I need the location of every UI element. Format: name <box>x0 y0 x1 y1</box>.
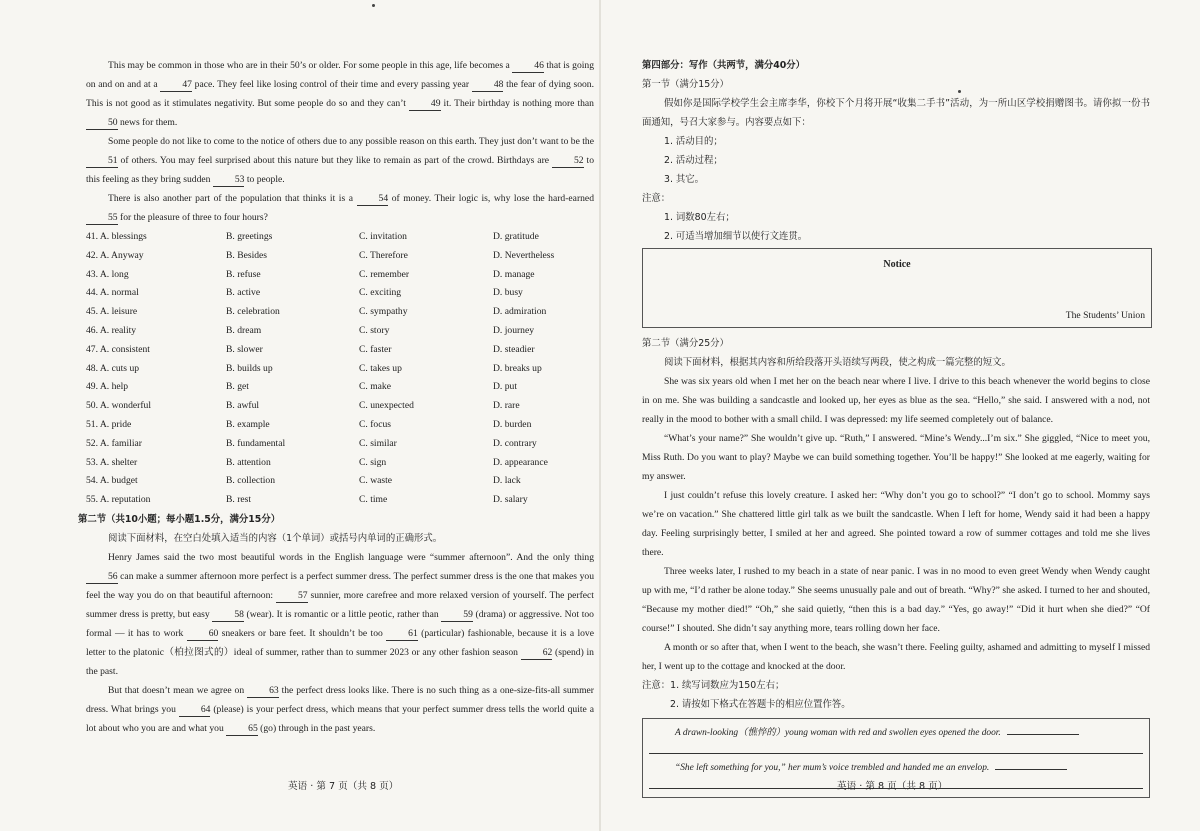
blank-47: 47 <box>160 79 192 92</box>
writing-line <box>1007 734 1079 735</box>
option: D. appearance <box>493 456 548 468</box>
option: 46. A. reality <box>86 324 137 336</box>
option: D. put <box>493 381 517 393</box>
text: (drama) or aggressive. Not too formal — it has to work <box>86 608 594 639</box>
option: C. focus <box>359 418 391 430</box>
part-title: 第四部分：写作（共两节，满分40分） <box>642 60 806 71</box>
option: B. active <box>226 287 261 299</box>
option: D. salary <box>493 494 528 506</box>
text: (go) through in the past years. <box>260 722 376 734</box>
blank-56: 56 <box>86 571 118 584</box>
blank-49: 49 <box>409 98 441 111</box>
option: B. rest <box>226 494 252 506</box>
option: C. story <box>359 324 390 336</box>
section-instruction: 阅读下面材料，在空白处填入适当的内容（1个单词）或括号内单词的正确形式。 <box>108 532 443 544</box>
option: D. steadier <box>493 343 535 355</box>
option: D. busy <box>493 287 523 299</box>
option-row <box>86 416 601 435</box>
option-row <box>86 491 601 510</box>
option: 48. A. cuts up <box>86 362 140 374</box>
option: D. lack <box>493 475 521 487</box>
option: C. faster <box>359 343 392 355</box>
option-row <box>86 378 601 397</box>
text: news for them. <box>120 117 178 128</box>
option-row <box>86 454 601 473</box>
option: D. Nevertheless <box>493 249 555 261</box>
passage-paragraph-1 <box>86 56 594 132</box>
option-row <box>86 360 601 379</box>
paragraph-2-opening <box>649 760 1143 776</box>
option-row <box>86 435 601 454</box>
note-item: 2. 请按如下格式在答题卡的相应位置作答。 <box>670 699 851 710</box>
blank-59: 59 <box>441 609 473 622</box>
passage-paragraph-2 <box>86 132 594 189</box>
option: 41. A. blessings <box>86 231 147 242</box>
story-paragraph: “What’s your name?” She wouldn’t give up. “Ruth,” I answered. “Mine’s Wendy...I’m six.” She giggled, “Nice to meet you, Miss Ruth. Do you want to play? Maybe we can build something together. You’ll be happy!” She looked at me eagerly, waiting for my answer. <box>642 433 1150 482</box>
option: B. attention <box>226 456 271 468</box>
text: sunnier, more carefree and more relaxed version of yourself. The perfect summer dress is pretty, but easy <box>86 589 594 620</box>
option: D. contrary <box>493 437 537 449</box>
option: D. gratitude <box>493 231 539 242</box>
blank-57: 57 <box>276 590 308 603</box>
text: (spend) in the past. <box>86 646 594 677</box>
blank-50: 50 <box>86 117 118 130</box>
blank-46: 46 <box>512 60 544 73</box>
text: (particular) fashionable, because it is a love letter to the platonic（柏拉图式的）ideal of summer, rather than to summer 2023 or any other fashion season <box>86 627 594 658</box>
story-paragraph: She was six years old when I met her on the beach near where I live. I drive to this beach whenever the world begins to close in on me. She was building a sandcastle and looked up, her eyes as blue as the sea. “Hello,” she said. I answered with a nod, not really in the mood to bother with a small child. I was depressed: my life seemed completely out of balance. <box>642 376 1150 425</box>
option: 43. A. long <box>86 268 129 280</box>
story-paragraph: Three weeks later, I rushed to my beach in a state of near panic. I was in no mood to even greet Wendy when Wendy caught up with me, “I’d rather be alone today.” She seems unusually pale and out of breath. “Why?” she asked. I turned to her and shouted, “Because my mother died!” “Oh,” she said quietly, “then this is a bad day.” “Yes, go away!” “Did it hurt when she died?” “Of course!” I shouted. She didn’t say anything more, tears rolling down her face. <box>642 566 1150 634</box>
note-item: 注意：1. 续写词数应为150左右； <box>642 680 785 691</box>
blank-62: 62 <box>521 647 553 660</box>
prompt-point: 3. 其它。 <box>664 174 705 185</box>
text: But that doesn’t mean we agree on <box>108 684 245 696</box>
text: of money. Their logic is, why lose the hard-earned <box>391 193 594 204</box>
text: Henry James said the two most beautiful words in the English language were “summer afternoon”. And the only thing <box>108 551 594 563</box>
note-item: 1. 词数80左右； <box>664 212 735 223</box>
passage-paragraph-3 <box>86 189 594 227</box>
story-paragraph: A month or so after that, when I went to the beach, she wasn’t there. Feeling guilty, ashamed and admitting to myself I missed her, I went up to the cottage and knocked at the door. <box>642 642 1150 672</box>
option: B. dream <box>226 324 262 336</box>
option: 55. A. reputation <box>86 494 151 506</box>
option: C. unexpected <box>359 400 414 412</box>
option-row <box>86 303 601 322</box>
section-title: 第一节（满分15分） <box>642 79 729 90</box>
option: C. remember <box>359 268 410 280</box>
option: B. fundamental <box>226 437 286 449</box>
option-row <box>86 247 601 266</box>
section-title: 第二节（满分25分） <box>642 338 729 349</box>
option: C. time <box>359 494 388 506</box>
note-label: 注意： <box>642 193 671 204</box>
text: (please) is your perfect dress, which means that your perfect summer dress tells the world quite a lot about who you are and what you <box>86 703 595 734</box>
prompt-point: 1. 活动目的； <box>664 136 723 147</box>
text: that is going on and on and at a <box>86 60 595 90</box>
options-table <box>86 228 601 510</box>
text: “She left something for you,” her mum’s voice trembled and handed me an envelop. <box>675 763 990 773</box>
text: There is also another part of the population that thinks it is a <box>108 193 353 204</box>
notice-title: Notice <box>883 259 911 270</box>
blank-64: 64 <box>179 704 211 717</box>
section-instruction: 阅读下面材料，根据其内容和所给段落开头语续写两段，使之构成一篇完整的短文。 <box>664 357 1011 368</box>
option: B. Besides <box>226 249 268 261</box>
text: Some people do not like to come to the notice of others due to any possible reason on this earth. They just don’t want to be the <box>108 136 594 147</box>
option: 49. A. help <box>86 381 129 393</box>
option: B. slower <box>226 343 263 355</box>
option: 51. A. pride <box>86 418 132 430</box>
blank-60: 60 <box>187 628 219 641</box>
option-row <box>86 341 601 360</box>
passage-paragraph-5 <box>86 681 594 738</box>
text: of others. You may feel surprised about this nature but they like to remain as part of the crowd. Birthdays are <box>120 155 550 166</box>
story-paragraph: I just couldn’t refuse this lovely creature. I asked her: “Why don’t you go to school?” “I don’t go to school. Mommy says we’re on vacation.” She chattered little girl talk as we built the sandcastle. When I left for home, Wendy said it had been a happy day. Feeling surprisingly better, I smiled at her and agreed. She pointed toward a row of summer cottages and told me she lives there. <box>642 490 1150 558</box>
text: This may be common in those who are in their 50’s or older. For some people in this age, life becomes a <box>108 60 510 71</box>
paragraph-1-opening <box>649 725 1143 741</box>
text: it. Their birthday is nothing more than <box>443 98 594 109</box>
option: C. takes up <box>359 362 402 374</box>
option: C. sympathy <box>359 306 408 318</box>
blank-55: 55 <box>86 212 118 225</box>
option: 50. A. wonderful <box>86 400 152 412</box>
option: C. make <box>359 381 391 393</box>
text: to this feeling as they bring sudden <box>86 155 594 185</box>
blank-63: 63 <box>247 685 279 698</box>
option-row <box>86 322 601 341</box>
blank-58: 58 <box>212 609 244 622</box>
option: B. example <box>226 418 270 430</box>
option-row <box>86 266 601 285</box>
blank-52: 52 <box>552 155 584 168</box>
option: D. burden <box>493 418 532 430</box>
option: D. rare <box>493 400 520 412</box>
notice-signature: The Students’ Union <box>1065 310 1145 321</box>
blank-65: 65 <box>226 723 258 736</box>
option: 47. A. consistent <box>86 343 150 355</box>
option: 45. A. leisure <box>86 306 138 318</box>
section-title: 第二节（共10小题；每小题1.5分，满分15分） <box>78 513 281 525</box>
text: sneakers or bare feet. It shouldn’t be too <box>221 627 383 639</box>
text: can make a summer afternoon more perfect is a perfect summer dress. The perfect summer dress is the one that makes you feel the way you do on that beautiful afternoon: <box>86 570 594 601</box>
notice-answer-box <box>642 248 1152 328</box>
text: pace. They feel like losing control of their time and every passing year <box>194 79 470 90</box>
text: the fear of dying soon. This is not good as it stimulates negativity. But some people do so and they can’t <box>86 79 594 109</box>
option: D. breaks up <box>493 362 542 374</box>
blank-48: 48 <box>472 79 504 92</box>
text: for the pleasure of three to four hours? <box>120 212 268 223</box>
writing-line <box>995 769 1067 770</box>
option: C. similar <box>359 437 397 449</box>
blank-51: 51 <box>86 155 118 168</box>
option: B. collection <box>226 475 276 487</box>
option: 54. A. budget <box>86 475 138 487</box>
blank-54: 54 <box>357 193 389 206</box>
page-footer: 英语 · 第 7 页（共 8 页） <box>288 781 399 792</box>
note-item: 2. 可适当增加细节以使行文连贯。 <box>664 231 808 242</box>
option-row <box>86 284 601 303</box>
option: 53. A. shelter <box>86 456 138 468</box>
option-row <box>86 472 601 491</box>
option: C. waste <box>359 475 393 487</box>
writing-line <box>649 741 1143 754</box>
option: C. exciting <box>359 287 402 299</box>
option: B. celebration <box>226 306 280 318</box>
option: B. builds up <box>226 362 273 374</box>
option: C. Therefore <box>359 249 408 261</box>
option: C. invitation <box>359 231 407 242</box>
option-row <box>86 228 601 247</box>
blank-53: 53 <box>213 174 245 187</box>
text: to people. <box>246 174 285 185</box>
text: A drawn-looking（憔悴的）young woman with red and swollen eyes opened the door. <box>675 728 1001 738</box>
option: B. refuse <box>226 268 261 280</box>
option: B. get <box>226 381 249 393</box>
option: D. journey <box>493 324 535 336</box>
option: 42. A. Anyway <box>86 249 144 261</box>
blank-61: 61 <box>386 628 418 641</box>
option: D. manage <box>493 268 535 280</box>
prompt-point: 2. 活动过程； <box>664 155 723 166</box>
passage-paragraph-4 <box>86 548 594 681</box>
text: the perfect dress looks like. There is no such thing as a one-size-fits-all summer dress. What brings you <box>86 684 594 715</box>
page-footer: 英语 · 第 8 页（共 8 页） <box>837 781 948 792</box>
option-row <box>86 397 601 416</box>
option: 44. A. normal <box>86 287 139 299</box>
writing-prompt: 假如你是国际学校学生会主席李华，你校下个月将开展“收集二手书”活动，为一所山区学校捐赠图书。请你拟一份书面通知，号召大家参与。内容要点如下： <box>642 98 1150 128</box>
text: (wear). It is romantic or a little peotic, rather than <box>246 608 439 620</box>
option: D. admiration <box>493 306 547 318</box>
option: B. awful <box>226 400 260 412</box>
option: B. greetings <box>226 231 273 242</box>
option: 52. A. familiar <box>86 437 142 449</box>
right-page <box>600 0 1200 831</box>
option: C. sign <box>359 456 387 468</box>
